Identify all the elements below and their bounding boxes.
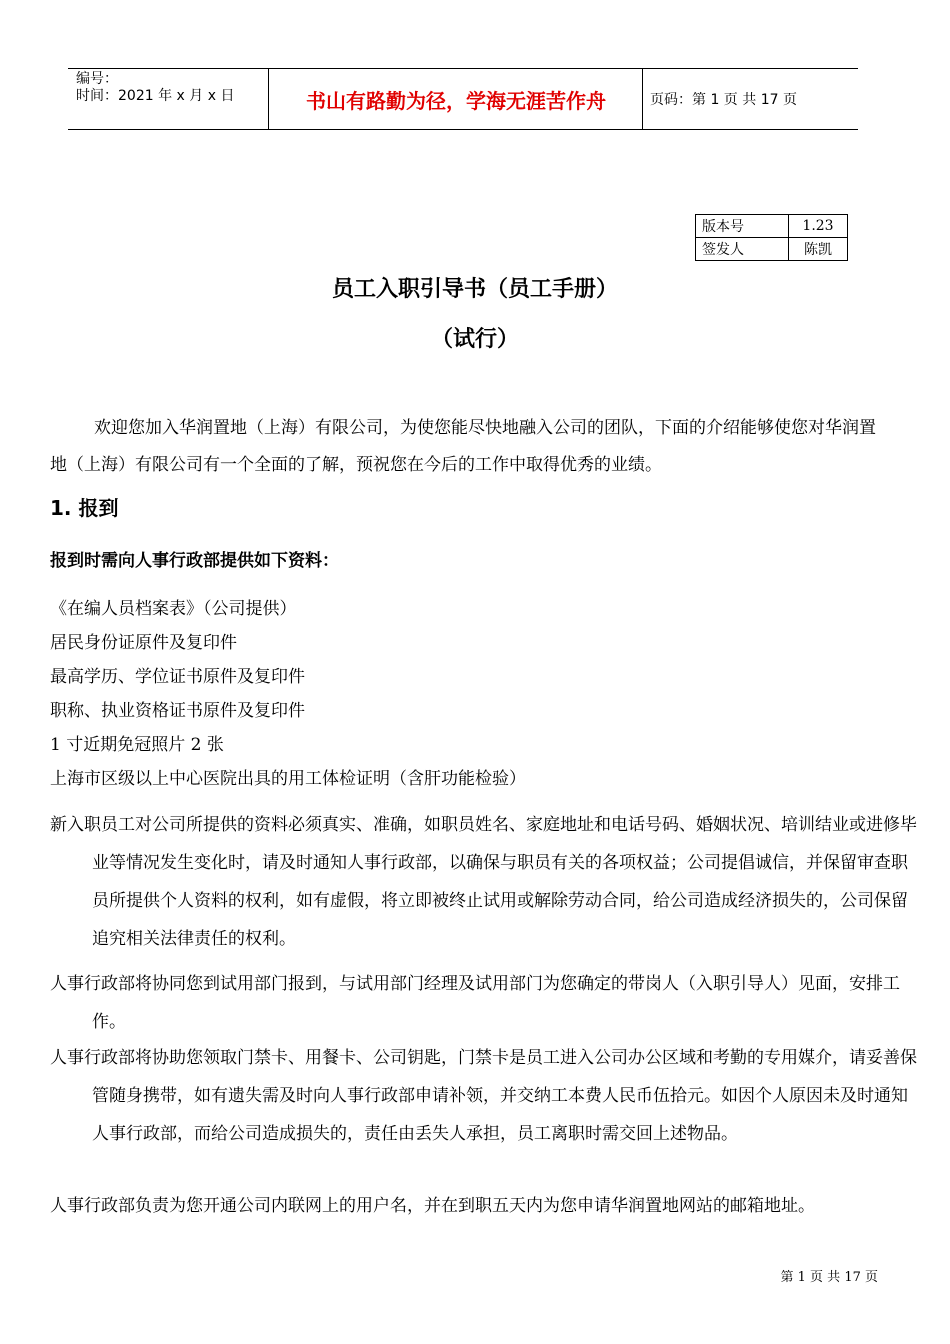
section-heading: 1. 报到 — [50, 496, 119, 520]
header-meta — [76, 71, 266, 105]
list-item: 居民身份证原件及复印件 — [50, 633, 237, 653]
document-subtitle: （试行） — [430, 327, 519, 352]
body-paragraph: 新入职员工对公司所提供的资料必须真实、准确，如职员姓名、家庭地址和电话号码、婚姻状况、培训结业或进修毕业等情况发生变化时，请及时通知人事行政部，以确保与职员有关的各项权益；公司提倡诚信，并保留审查职员所提供个人资料的权利，如有虚假，将立即被终止试用或解除劳动合同，给公司造成经济损失的，公司保留追究相关法律责任的权利。 — [50, 815, 917, 949]
issuer-value: 陈凯 — [789, 238, 848, 261]
header-page-info: 页码：第 1 页 共 17 页 — [650, 92, 797, 108]
version-value: 1.23 — [789, 215, 848, 238]
list-item: 上海市区级以上中心医院出具的用工体检证明（含肝功能检验） — [50, 769, 526, 789]
list-item: 职称、执业资格证书原件及复印件 — [50, 701, 305, 721]
document-time: 时间：2021 年 x 月 x 日 — [76, 88, 235, 104]
header-divider — [642, 69, 643, 129]
list-item: 最高学历、学位证书原件及复印件 — [50, 667, 305, 687]
list-item: 1 寸近期免冠照片 2 张 — [50, 735, 224, 755]
version-table — [695, 214, 848, 261]
header-motto: 书山有路勤为径，学海无涯苦作舟 — [306, 89, 606, 113]
header-divider — [268, 69, 269, 129]
table-row — [696, 215, 848, 238]
page-footer: 第 1 页 共 17 页 — [780, 1270, 878, 1285]
list-item: 《在编人员档案表》（公司提供） — [50, 599, 297, 619]
issuer-key: 签发人 — [696, 238, 789, 261]
body-paragraph: 人事行政部将协助您领取门禁卡、用餐卡、公司钥匙，门禁卡是员工进入公司办公区域和考勤的专用媒介，请妥善保管随身携带，如有遗失需及时向人事行政部申请补领，并交纳工本费人民币伍拾元。如因个人原因未及时通知人事行政部，而给公司造成损失的，责任由丢失人承担，员工离职时需交回上述物品。 — [50, 1048, 917, 1144]
table-row — [696, 238, 848, 261]
page-header — [68, 68, 858, 130]
version-key: 版本号 — [696, 215, 789, 238]
intro-paragraph: 欢迎您加入华润置地（上海）有限公司，为使您能尽快地融入公司的团队，下面的介绍能够使您对华润置地（上海）有限公司有一个全面的了解，预祝您在今后的工作中取得优秀的业绩。 — [50, 418, 876, 475]
required-documents-list — [50, 592, 880, 796]
body-paragraph: 人事行政部将协同您到试用部门报到，与试用部门经理及试用部门为您确定的带岗人（入职引导人）见面，安排工作。 — [50, 974, 900, 1032]
document-title: 员工入职引导书（员工手册） — [331, 277, 618, 302]
document-number-label: 编号： — [76, 71, 118, 87]
body-paragraph: 人事行政部负责为您开通公司内联网上的用户名，并在到职五天内为您申请华润置地网站的邮箱地址。 — [50, 1196, 815, 1216]
section-subheading: 报到时需向人事行政部提供如下资料： — [50, 551, 339, 571]
